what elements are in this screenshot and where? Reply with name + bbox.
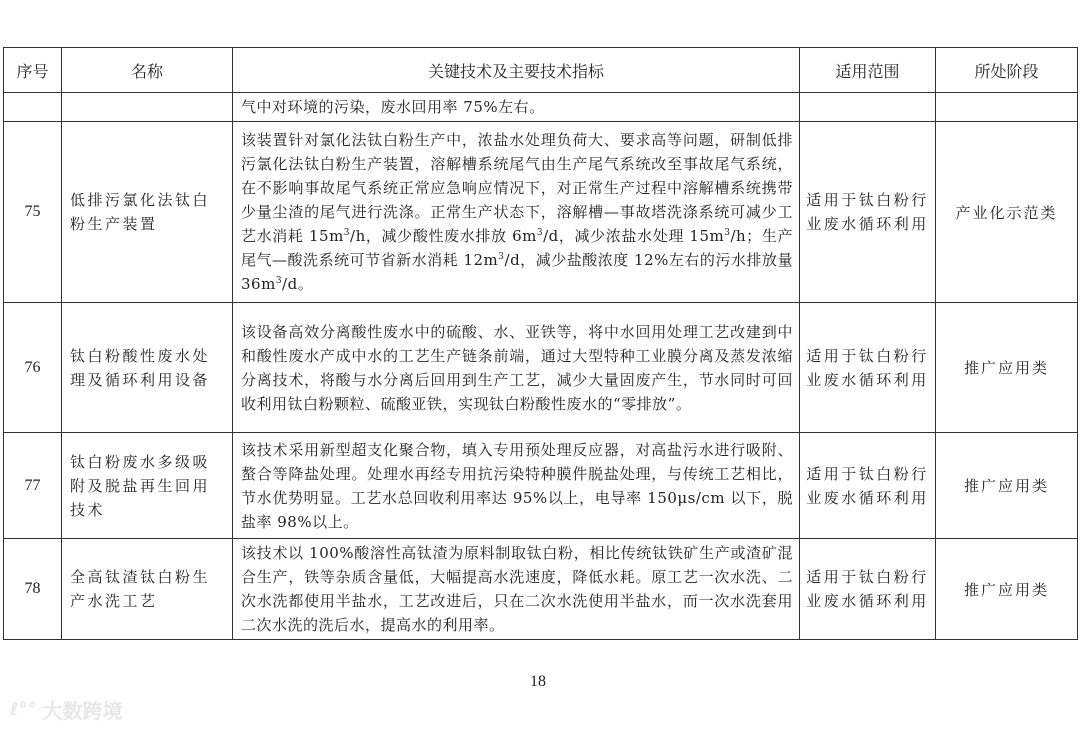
- cell-num: 77: [4, 433, 62, 539]
- cell-scope: 适用于钛白粉行业废水循环利用: [800, 122, 936, 303]
- header-num: 序号: [4, 48, 62, 93]
- table-row: [4, 303, 1078, 433]
- cell-stage: 推广应用类: [936, 303, 1078, 433]
- superscript: 3: [343, 228, 351, 238]
- tech-text: /d，减少盐酸浓度 12%左右的污水排放量 36m: [241, 251, 793, 293]
- cell-name: [62, 93, 233, 122]
- header-stage: 所处阶段: [936, 48, 1078, 93]
- cell-num: 75: [4, 122, 62, 303]
- table-row: [4, 539, 1078, 640]
- header-scope: 适用范围: [800, 48, 936, 93]
- table-row: [4, 122, 1078, 303]
- cell-scope: 适用于钛白粉行业废水循环利用: [800, 433, 936, 539]
- cell-scope: [800, 93, 936, 122]
- watermark-text: 大数跨境: [42, 699, 123, 723]
- superscript: 3: [724, 228, 731, 238]
- cell-tech: 该技术以 100%酸溶性高钛渣为原料制取钛白粉，相比传统钛铁矿生产或渣矿混合生产，铁等杂质含量低，大幅提高水洗速度，降低水耗。原工艺一次水洗、二次水洗都使用半盐水，工艺改进后，只在二次水洗使用半盐水，而一次水洗套用二次水洗的洗后水，提高水的利用率。: [233, 539, 800, 640]
- page-number: 18: [530, 673, 546, 690]
- tech-text: /h，减少酸性废水排放 6m: [350, 227, 537, 245]
- superscript: 3: [536, 228, 544, 238]
- technology-table: [3, 47, 1078, 640]
- cell-name: 低排污氯化法钛白粉生产装置: [62, 122, 233, 303]
- table-row: [4, 433, 1078, 539]
- cell-num: [4, 93, 62, 122]
- cell-stage: [936, 93, 1078, 122]
- cell-scope: 适用于钛白粉行业废水循环利用: [800, 303, 936, 433]
- cell-tech: 该设备高效分离酸性废水中的硫酸、水、亚铁等，将中水回用处理工艺改建到中和酸性废水产成中水的工艺生产链条前端，通过大型特种工业膜分离及蒸发浓缩分离技术，将酸与水分离后回用到生产工艺，减少大量固废产生，节水同时可回收利用钛白粉颗粒、硫酸亚铁，实现钛白粉酸性废水的“零排放”。: [233, 303, 800, 433]
- cell-num: 76: [4, 303, 62, 433]
- cell-scope: 适用于钛白粉行业废水循环利用: [800, 539, 936, 640]
- cell-stage: 推广应用类: [936, 433, 1078, 539]
- cell-name: 钛白粉酸性废水处理及循环利用设备: [62, 303, 233, 433]
- superscript: 3: [498, 252, 505, 262]
- cell-name: 全高钛渣钛白粉生产水洗工艺: [62, 539, 233, 640]
- cell-tech: [233, 122, 800, 303]
- header-name: 名称: [62, 48, 233, 93]
- continuation-row: [4, 93, 1078, 122]
- cell-name: 钛白粉废水多级吸附及脱盐再生回用技术: [62, 433, 233, 539]
- cell-stage: 产业化示范类: [936, 122, 1078, 303]
- cell-tech: 气中对环境的污染，废水回用率 75%左右。: [233, 93, 800, 122]
- header-tech: 关键技术及主要技术指标: [233, 48, 800, 93]
- cell-tech: 该技术采用新型超支化聚合物，填入专用预处理反应器，对高盐污水进行吸附、螯合等降盐处理。处理水再经专用抗污染特种膜件脱盐处理，与传统工艺相比，节水优势明显。工艺水总回收利用率达 95%以上，电导率 150μs/cm 以下，脱盐率 98%以上。: [233, 433, 800, 539]
- tech-text: /d。: [282, 275, 314, 293]
- tech-text: /h；生产尾气—酸洗系统可节省新水消耗 12m: [241, 227, 793, 269]
- cell-stage: 推广应用类: [936, 539, 1078, 640]
- table-header-row: [4, 48, 1078, 93]
- cell-num: 78: [4, 539, 62, 640]
- tech-text: /d，减少浓盐水处理 15m: [543, 227, 725, 245]
- watermark: [10, 695, 123, 724]
- watermark-logo-icon: ℓ°°: [10, 699, 37, 720]
- tech-text: 该装置针对氯化法钛白粉生产中，浓盐水处理负荷大、要求高等问题，研制低排污氯化法钛白粉生产装置，溶解槽系统尾气由生产尾气系统改至事故尾气系统，在不影响事故尾气系统正常应急响应情况下，对正常生产过程中溶解槽系统携带少量尘渣的尾气进行洗涤。正常生产状态下，溶解槽—事故塔洗涤系统可减少工艺水消耗 15m: [241, 131, 793, 245]
- superscript: 3: [275, 276, 283, 286]
